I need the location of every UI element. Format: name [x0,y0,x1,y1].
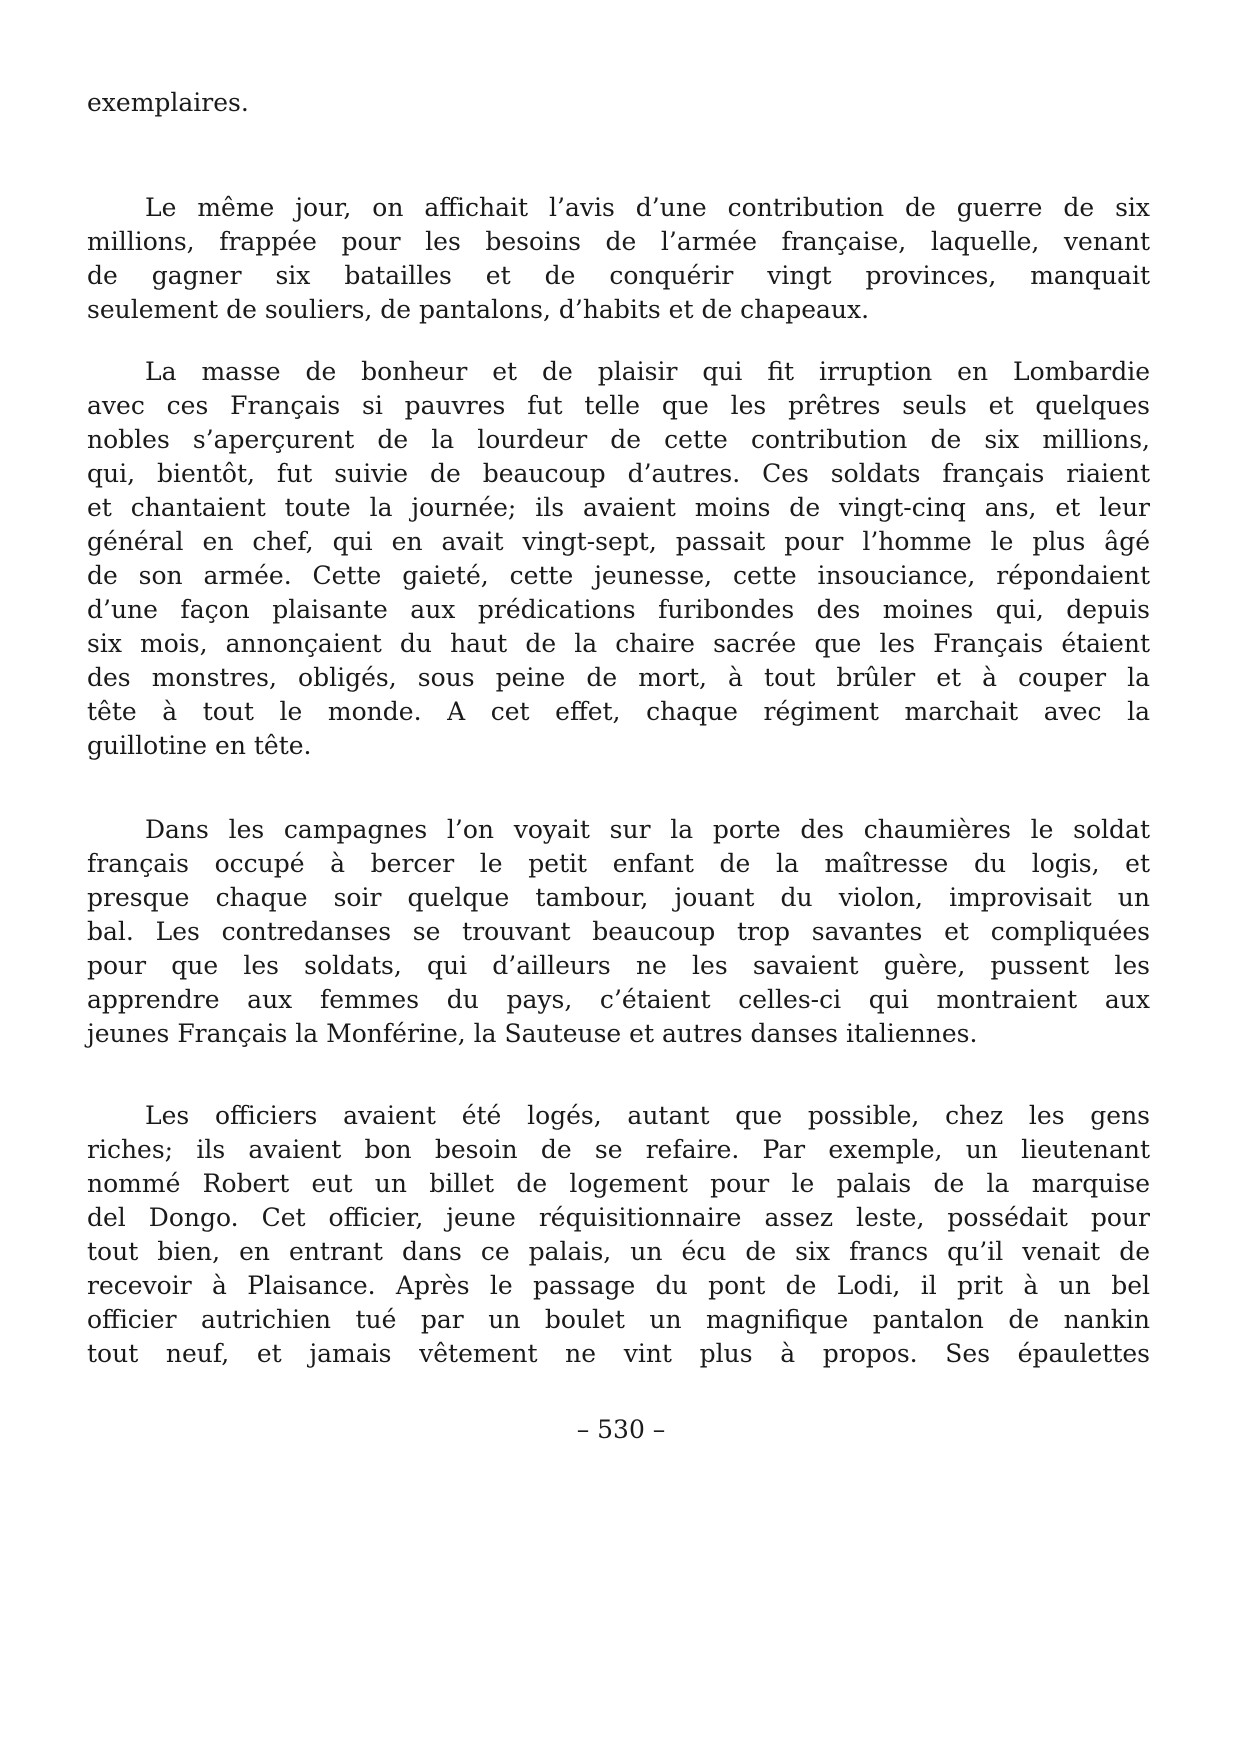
paragraph [87,813,1150,1051]
paragraph [87,355,1150,763]
text-line: exemplaires. [87,88,249,117]
text-line: de gagner six batailles et de conquérir vingt provinces, manquait [87,261,1150,290]
text-line: guillotine en tête. [87,731,312,760]
text-line: général en chef, qui en avait vingt-sept, passait pour l’homme le plus âgé [87,527,1150,556]
text-line: Dans les campagnes l’on voyait sur la porte des chaumières le soldat [145,815,1150,844]
paragraph [87,86,1150,120]
text-line: de son armée. Cette gaieté, cette jeunesse, cette insouciance, répondaient [87,561,1150,590]
text-line: seulement de souliers, de pantalons, d’habits et de chapeaux. [87,295,870,324]
text-line: Le même jour, on affichait l’avis d’une contribution de guerre de six [145,193,1150,222]
text-line: pour que les soldats, qui d’ailleurs ne les savaient guère, pussent les [87,951,1150,980]
text-line: apprendre aux femmes du pays, c’étaient celles-ci qui montraient aux [87,985,1150,1014]
text-line: six mois, annonçaient du haut de la chaire sacrée que les Français étaient [87,629,1150,658]
text-line: tout bien, en entrant dans ce palais, un écu de six francs qu’il venait de [87,1237,1150,1266]
text-line: des monstres, obligés, sous peine de mort, à tout brûler et à couper la [87,663,1150,692]
text-line: riches; ils avaient bon besoin de se refaire. Par exemple, un lieutenant [87,1135,1150,1164]
text-line: jeunes Français la Monférine, la Sauteuse et autres danses italiennes. [87,1019,978,1048]
text-line: del Dongo. Cet officier, jeune réquisitionnaire assez leste, possédait pour [87,1203,1150,1232]
text-line: bal. Les contredanses se trouvant beaucoup trop savantes et compliquées [87,917,1150,946]
text-line: tout neuf, et jamais vêtement ne vint plus à propos. Ses épaulettes [87,1339,1150,1368]
text-line: nommé Robert eut un billet de logement pour le palais de la marquise [87,1169,1150,1198]
text-line: La masse de bonheur et de plaisir qui fit irruption en Lombardie [145,357,1150,386]
text-line: français occupé à bercer le petit enfant de la maîtresse du logis, et [87,849,1150,878]
text-line: avec ces Français si pauvres fut telle que les prêtres seuls et quelques [87,391,1150,420]
page-number: – 530 – [576,1415,666,1444]
text-line: recevoir à Plaisance. Après le passage du pont de Lodi, il prit à un bel [87,1271,1150,1300]
text-line: officier autrichien tué par un boulet un magnifique pantalon de nankin [87,1305,1150,1334]
text-line: Les officiers avaient été logés, autant que possible, chez les gens [145,1101,1150,1130]
text-line: presque chaque soir quelque tambour, jouant du violon, improvisait un [87,883,1150,912]
paragraph [87,191,1150,327]
text-line: d’une façon plaisante aux prédications furibondes des moines qui, depuis [87,595,1150,624]
paragraph [87,1099,1150,1371]
text-line: millions, frappée pour les besoins de l’armée française, laquelle, venant [87,227,1150,256]
text-line: tête à tout le monde. A cet effet, chaque régiment marchait avec la [87,697,1150,726]
text-line: nobles s’aperçurent de la lourdeur de cette contribution de six millions, [87,425,1150,454]
text-line: qui, bientôt, fut suivie de beaucoup d’autres. Ces soldats français riaient [87,459,1150,488]
text-line: et chantaient toute la journée; ils avaient moins de vingt-cinq ans, et leur [87,493,1150,522]
